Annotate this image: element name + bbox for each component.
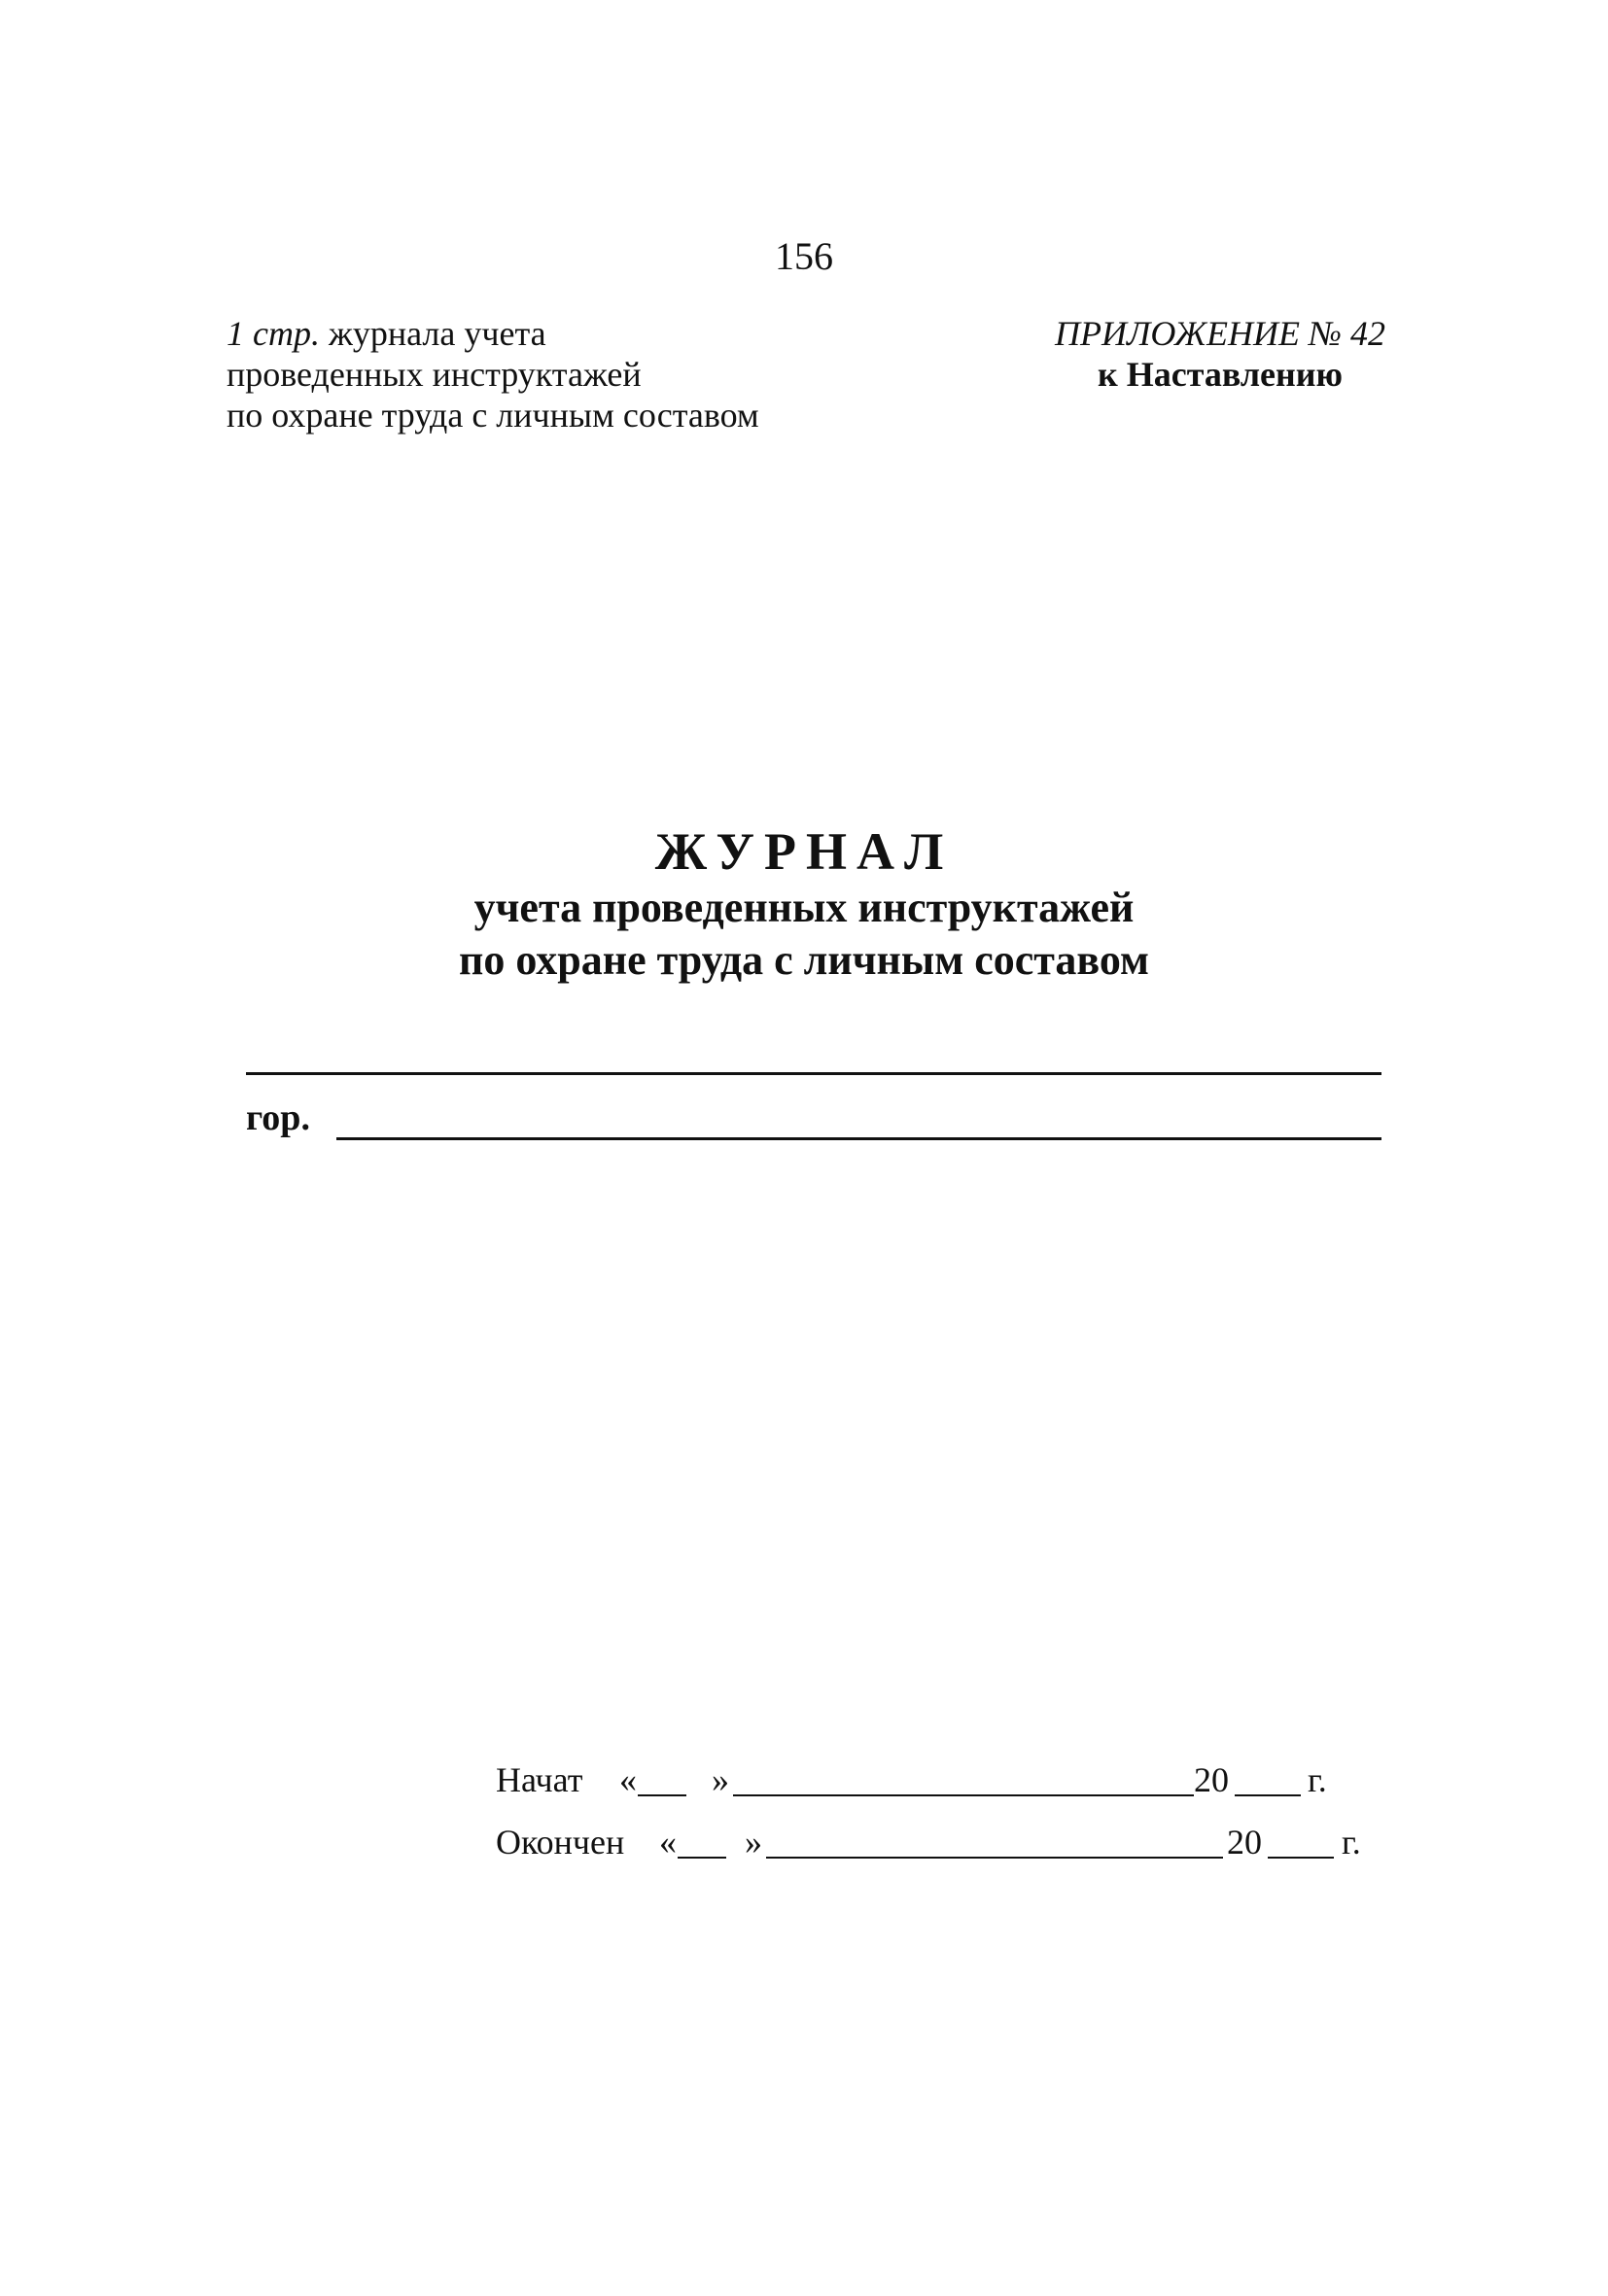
end-year-suffix: г. (1342, 1823, 1361, 1861)
header-left-line-1 (227, 313, 759, 354)
appendix-number: ПРИЛОЖЕНИЕ № 42 (1055, 314, 1385, 353)
header-left-line-2: проведенных инструктажей (227, 355, 642, 394)
start-year-suffix: г. (1308, 1760, 1327, 1799)
title-block (0, 821, 1608, 987)
end-label: Окончен (496, 1823, 625, 1861)
header-left (227, 313, 759, 435)
start-year-prefix: 20 (1194, 1760, 1229, 1799)
document-title: ЖУРНАЛ (654, 822, 954, 881)
end-close-quote: » (745, 1823, 762, 1861)
appendix-reference: к Наставлению (1098, 355, 1343, 394)
start-open-quote: « (619, 1760, 637, 1799)
start-label: Начат (496, 1760, 583, 1799)
end-day-blank[interactable] (678, 1857, 726, 1859)
start-day-blank[interactable] (638, 1794, 686, 1796)
header-left-line-1-text: журнала учета (319, 314, 546, 353)
page-designation: 1 стр. (227, 314, 320, 353)
start-month-blank[interactable] (733, 1794, 1194, 1796)
document-subtitle-line-1: учета проведенных инструктажей (473, 884, 1135, 931)
page-number: 156 (775, 234, 833, 278)
city-blank-line[interactable] (336, 1137, 1381, 1140)
end-year-prefix: 20 (1227, 1823, 1262, 1861)
end-year-blank[interactable] (1268, 1857, 1334, 1859)
header-right (1031, 313, 1410, 395)
header-left-line-3: по охране труда с личным составом (227, 396, 759, 435)
document-subtitle-line-2: по охране труда с личным составом (459, 936, 1149, 984)
end-date-row (496, 1822, 1371, 1864)
start-year-blank[interactable] (1235, 1794, 1301, 1796)
city-label: гор. (246, 1097, 310, 1138)
end-open-quote: « (659, 1823, 677, 1861)
organization-blank-line[interactable] (246, 1072, 1381, 1075)
end-month-blank[interactable] (766, 1857, 1223, 1859)
start-date-row (496, 1759, 1371, 1802)
start-close-quote: » (712, 1760, 729, 1799)
